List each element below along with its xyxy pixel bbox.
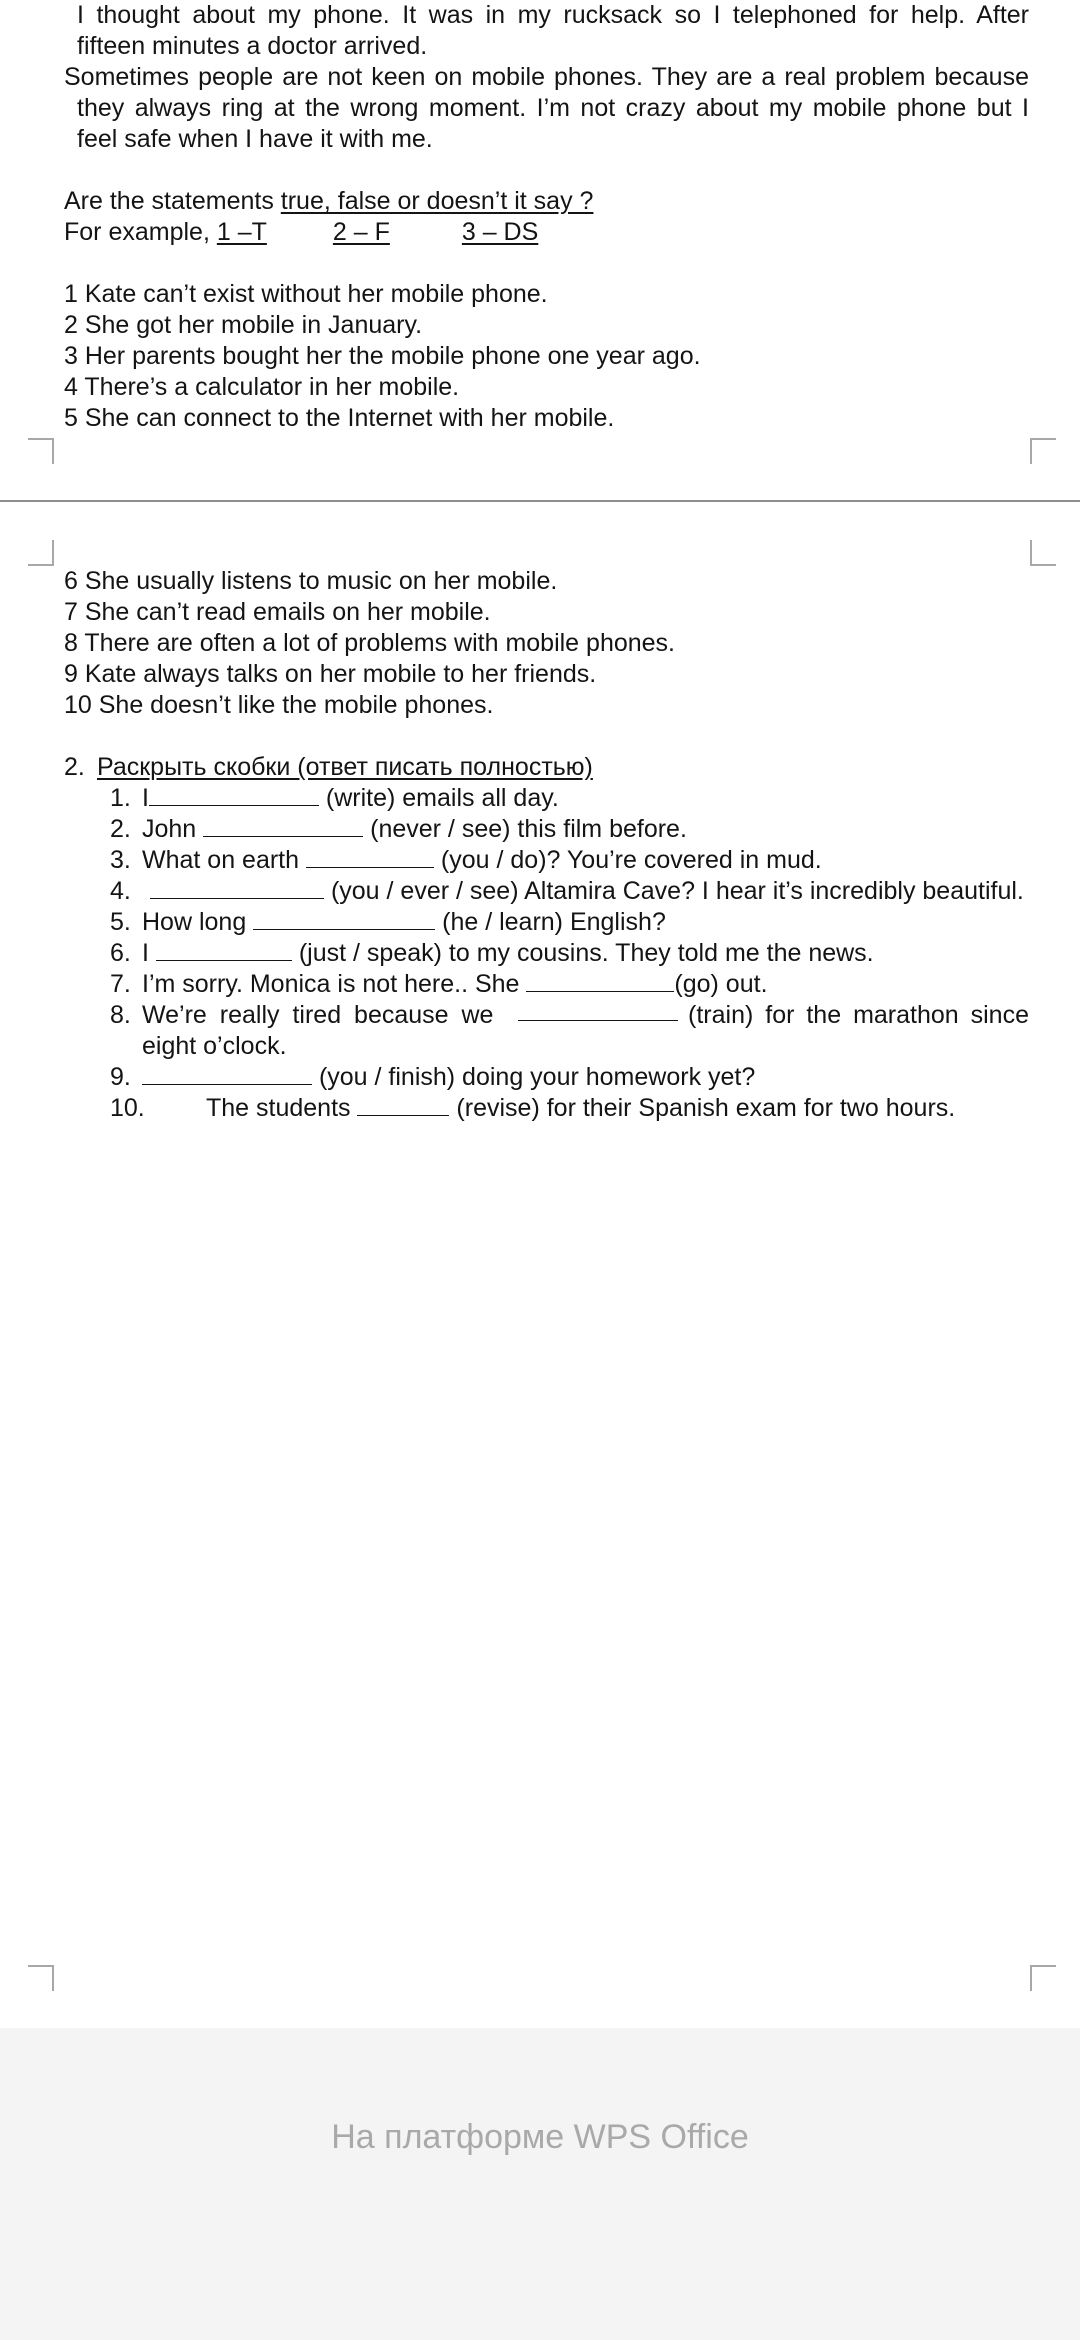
- example-2: 2 – F: [332, 218, 390, 246]
- answer-blank[interactable]: [306, 847, 434, 868]
- item-text-before: I: [142, 939, 156, 967]
- statement: 10 She doesn’t like the mobile phones.: [64, 691, 494, 719]
- margin-corner-mark: [1030, 438, 1056, 464]
- statement: 3 Her parents bought her the mobile phone one year ago.: [64, 342, 701, 370]
- story-line: Sometimes people are not keen on mobile phones. They are a real problem because: [64, 63, 1029, 91]
- statement: 5 She can connect to the Internet with her mobile.: [64, 404, 615, 432]
- item-text-after: (he / learn) English?: [435, 908, 666, 936]
- margin-corner-mark: [28, 1965, 54, 1991]
- task1-example: [64, 217, 538, 248]
- item-text-before: The students: [206, 1094, 358, 1122]
- task1-question-underlined: true, false or doesn’t it say ?: [280, 187, 594, 215]
- answer-blank[interactable]: [357, 1095, 449, 1116]
- item-text-before: John: [142, 815, 204, 843]
- task2-title: Раскрыть скобки (ответ писать полностью): [97, 753, 593, 781]
- item-text-before: I’m sorry. Monica is not here.. She: [142, 970, 527, 998]
- answer-blank[interactable]: [149, 785, 319, 806]
- exercise-item: [110, 907, 666, 938]
- item-number: 5.: [110, 908, 131, 936]
- answer-blank[interactable]: [142, 1064, 312, 1085]
- item-text-after: (you / do)? You’re covered in mud.: [433, 846, 822, 874]
- item-number: 7.: [110, 970, 131, 998]
- exercise-item: [110, 969, 768, 1000]
- item-text-after: (go) out.: [674, 970, 768, 998]
- statement: 9 Kate always talks on her mobile to her friends.: [64, 660, 597, 688]
- margin-corner-mark: [1030, 1965, 1056, 1991]
- task1-example-underlined: [217, 218, 538, 246]
- example-1: 1 –T: [216, 218, 267, 246]
- exercise-item: [110, 1000, 1029, 1031]
- exercise-item: [110, 1093, 955, 1124]
- answer-blank[interactable]: [526, 971, 674, 992]
- story-line: fifteen minutes a doctor arrived.: [77, 32, 428, 60]
- exercise-item: [110, 876, 1024, 907]
- item-text-after: (write) emails all day.: [318, 784, 559, 812]
- story-line: I thought about my phone. It was in my rucksack so I telephoned for help. After: [77, 1, 1029, 29]
- margin-corner-mark: [28, 438, 54, 464]
- item-number: 9.: [110, 1063, 131, 1091]
- item-text-before: How long: [142, 908, 254, 936]
- item-text-after: (train) for the marathon since: [688, 1001, 1029, 1029]
- item-number: 3.: [110, 846, 131, 874]
- answer-blank[interactable]: [203, 816, 363, 837]
- story-line: they always ring at the wrong moment. I’m not crazy about my mobile phone but I: [77, 94, 1029, 122]
- example-3: 3 – DS: [461, 218, 539, 246]
- task1-question: [64, 186, 593, 217]
- statement: 4 There’s a calculator in her mobile.: [64, 373, 460, 401]
- exercise-item: [110, 783, 559, 814]
- answer-blank[interactable]: [253, 909, 435, 930]
- statement: 7 She can’t read emails on her mobile.: [64, 598, 491, 626]
- task1-question-prefix: Are the statements: [64, 187, 281, 215]
- answer-blank[interactable]: [156, 940, 292, 961]
- item-text-before: We’re really tired because we: [142, 1001, 494, 1029]
- task2-heading: [64, 752, 593, 783]
- item-number: 1.: [110, 784, 131, 812]
- story-line: feel safe when I have it with me.: [77, 125, 433, 153]
- exercise-item: [110, 814, 687, 845]
- item-number: 2.: [110, 815, 131, 843]
- exercise-item: [110, 938, 874, 969]
- exercise-item: [110, 1062, 755, 1093]
- statement: 6 She usually listens to music on her mobile.: [64, 567, 558, 595]
- task2-number: 2.: [64, 753, 85, 781]
- statement: 1 Kate can’t exist without her mobile phone.: [64, 280, 548, 308]
- item-text-before: What on earth: [142, 846, 306, 874]
- margin-corner-mark: [28, 540, 54, 566]
- item-text-after: (you / finish) doing your homework yet?: [312, 1063, 756, 1091]
- item-number: 4.: [110, 877, 131, 905]
- item-text-before: I: [142, 784, 149, 812]
- item-text-after: (you / ever / see) Altamira Cave? I hear it’s incredibly beautiful.: [324, 877, 1024, 905]
- task1-example-prefix: For example,: [64, 218, 217, 246]
- item-number: 8.: [110, 1001, 131, 1029]
- platform-label: На платформе WPS Office: [331, 2118, 749, 2156]
- answer-blank[interactable]: [518, 1000, 678, 1021]
- footer-banner: [0, 2028, 1080, 2340]
- item-text-after: (never / see) this film before.: [363, 815, 687, 843]
- item-text-after: (just / speak) to my cousins. They told me the news.: [291, 939, 874, 967]
- item-text-after: (revise) for their Spanish exam for two hours.: [449, 1094, 956, 1122]
- statement: 8 There are often a lot of problems with mobile phones.: [64, 629, 675, 657]
- statement: 2 She got her mobile in January.: [64, 311, 423, 339]
- answer-blank[interactable]: [150, 878, 324, 899]
- exercise-item: [110, 845, 822, 876]
- item-number: 6.: [110, 939, 131, 967]
- exercise-item-continuation: eight o’clock.: [142, 1032, 287, 1060]
- item-number: 10.: [110, 1094, 145, 1122]
- margin-corner-mark: [1030, 540, 1056, 566]
- page-break-divider: [0, 500, 1080, 502]
